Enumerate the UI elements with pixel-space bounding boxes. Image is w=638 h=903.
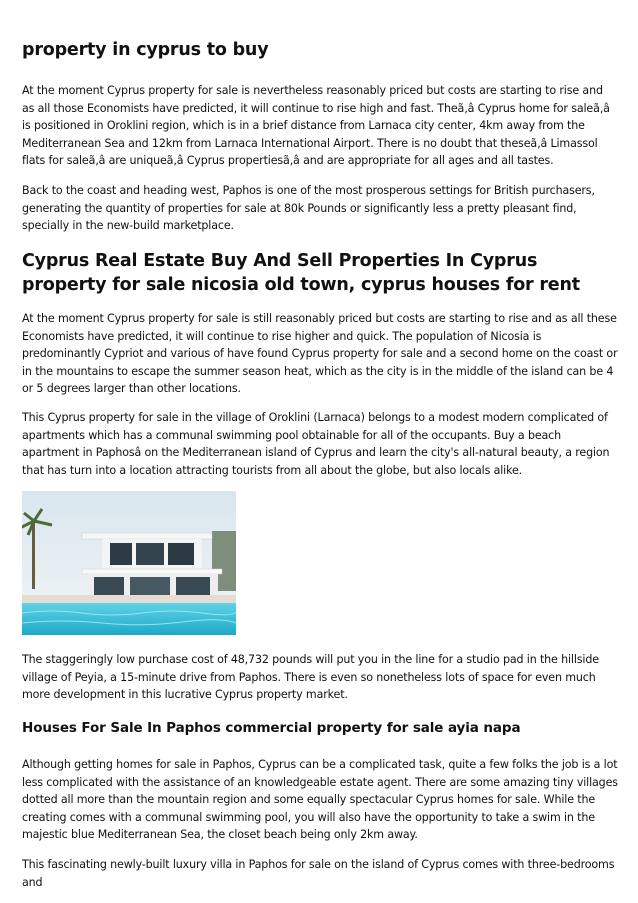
paragraph-6: Although getting homes for sale in Paphos, Cyprus can be a complicated task, quite a few folks the job is a lot less complicated with the assistance of an knowledgeable estate agent. There are some amazing tiny villages dotted all more than the mountain region and some equally spectacular Cyprus homes for sale. While the creating comes with a communal swimming pool, you will also have the opportunity to take a swim in the majestic blue Mediterranean Sea, the closet beach being only 2km away.: [22, 758, 618, 841]
paragraph-1: At the moment Cyprus property for sale is nevertheless reasonably priced but costs are starting to rise and as all those Economists have predicted, it will continue to rise high and fast. Theã‚â Cyprus home for saleã‚â is positioned in Oroklini region, which is in a brief distance from Larnaca city center, 4km away from the Mediterranean Sea and 12km from Larnaca International Airport. There is no doubt that theseã‚â Limassol flats for saleã‚â are uniqueã‚â Cyprus propertiesã‚â and are appropriate for all ages and all tastes.: [22, 84, 610, 167]
paragraph-7: This fascinating newly-built luxury villa in Paphos for sale on the island of Cyprus comes with three-bedrooms and: [22, 858, 615, 889]
page-title: property in cyprus to buy: [22, 40, 269, 60]
paragraph-5: The staggeringly low purchase cost of 48,732 pounds will put you in the line for a studio pad in the hillside village of Peyia, a 15-minute drive from Paphos. There is even so nonetheless lots of space for even much more development in this lucrative Cyprus property market.: [22, 653, 599, 701]
section-heading-2: Houses For Sale In Paphos commercial property for sale ayia napa: [22, 720, 521, 736]
paragraph-4: This Cyprus property for sale in the village of Oroklini (Larnaca) belongs to a modest modern complicated of apartments which has a communal swimming pool obtainable for all of the occupants. Buy a beach apartment in Paphosâ on the Mediterranean island of Cyprus and learn the city's all-natural beauty, a region that has turn into a location attracting tourists from all about the globe, but also locals alike.: [22, 411, 610, 477]
paragraph-2: Back to the coast and heading west, Paphos is one of the most prosperous settings for British purchasers, generating the quantity of properties for sale at 80k Pounds or significantly less a pretty pleasant find, specially in the new-build marketplace.: [22, 184, 595, 232]
villa-pool-image: [22, 491, 236, 635]
villa-photo: [22, 491, 236, 635]
paragraph-3: At the moment Cyprus property for sale is still reasonably priced but costs are starting to rise and as all these Economists have predicted, it will continue to rise higher and quick. The population of Nicosia is predominantly Cypriot and various of have found Cyprus property for sale and a second home on the coast or in the mountains to escape the summer season heat, which as the city is in the middle of the island can be 4 or 5 degrees larger than other locations.: [22, 312, 618, 395]
section-heading-1: Cyprus Real Estate Buy And Sell Properties In Cyprus property for sale nicosia old town, cyprus houses for rent: [22, 251, 580, 295]
